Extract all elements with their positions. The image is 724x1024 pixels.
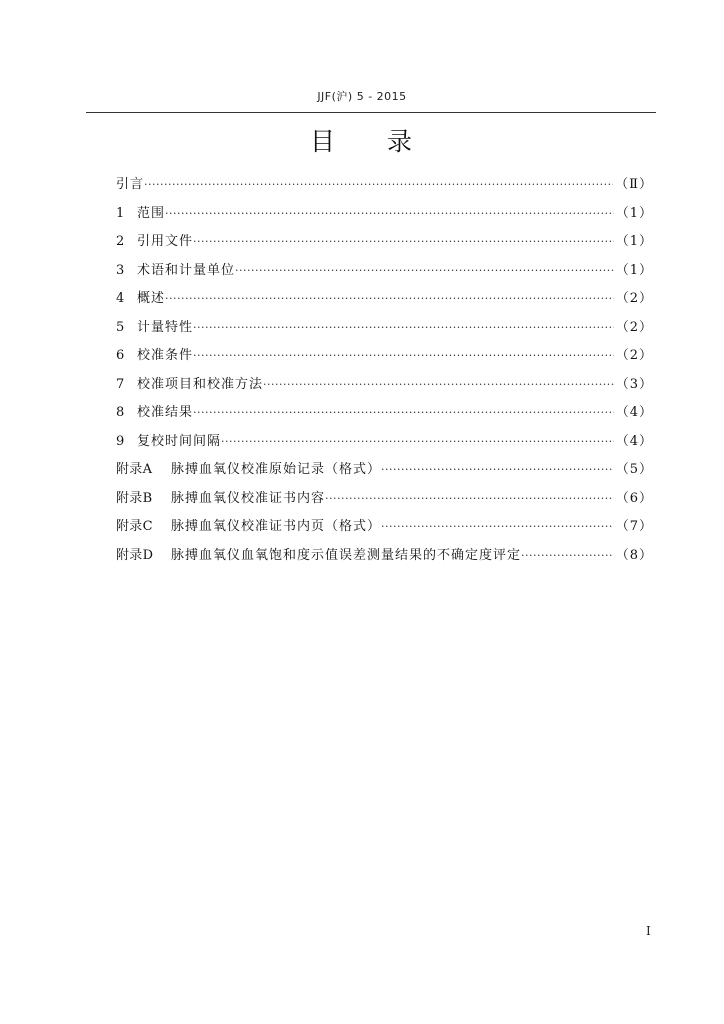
toc-entry-number: 2 bbox=[116, 234, 125, 249]
toc-entry-label: 校准结果 bbox=[137, 405, 194, 420]
toc-entry-number: 6 bbox=[116, 348, 125, 363]
toc-entry-number: 附录C bbox=[116, 519, 153, 534]
toc-leader-dots bbox=[165, 285, 614, 314]
toc-entry-label: 脉搏血氧仪校准原始记录（格式） bbox=[171, 462, 382, 477]
toc-entry-label: 概述 bbox=[137, 291, 166, 306]
toc-leader-dots bbox=[381, 456, 614, 485]
toc-entry-3[interactable] bbox=[116, 257, 653, 286]
toc-entry-label: 引用文件 bbox=[137, 234, 194, 249]
toc-leader-dots bbox=[381, 513, 614, 542]
toc-leader-dots bbox=[193, 228, 614, 257]
toc-entry-page: （3） bbox=[615, 376, 653, 392]
toc-entry-appendix-a[interactable] bbox=[116, 456, 653, 485]
table-of-contents bbox=[116, 171, 653, 570]
toc-leader-dots bbox=[221, 428, 614, 457]
toc-entry-appendix-b[interactable] bbox=[116, 485, 653, 514]
toc-entry-2[interactable] bbox=[116, 228, 653, 257]
title-char-left: 目 bbox=[309, 127, 337, 156]
toc-entry-1[interactable] bbox=[116, 200, 653, 229]
toc-entry-5[interactable] bbox=[116, 314, 653, 343]
toc-entry-page: （5） bbox=[615, 462, 653, 477]
toc-entry-number: 附录A bbox=[116, 462, 153, 477]
toc-entry-number: 7 bbox=[116, 376, 125, 392]
toc-entry-number: 附录D bbox=[116, 547, 154, 563]
toc-entry-number: 1 bbox=[116, 205, 125, 221]
toc-entry-page: （6） bbox=[615, 490, 653, 506]
toc-entry-page: （Ⅱ） bbox=[615, 177, 653, 192]
document-code-header: JJF(沪) 5 - 2015 bbox=[317, 90, 407, 103]
toc-entry-label: 引言 bbox=[116, 177, 145, 192]
toc-leader-dots bbox=[325, 485, 614, 514]
toc-entry-page: （2） bbox=[615, 291, 653, 306]
toc-entry-page: （4） bbox=[615, 433, 653, 449]
toc-entry-label: 计量特性 bbox=[137, 319, 194, 335]
toc-entry-8[interactable] bbox=[116, 399, 653, 428]
toc-entry-appendix-d[interactable] bbox=[116, 542, 653, 571]
toc-entry-appendix-c[interactable] bbox=[116, 513, 653, 542]
toc-entry-page: （1） bbox=[615, 262, 653, 278]
toc-entry-label: 术语和计量单位 bbox=[137, 262, 236, 278]
toc-entry-label: 脉搏血氧仪校准证书内页（格式） bbox=[171, 519, 382, 534]
toc-entry-4[interactable] bbox=[116, 285, 653, 314]
toc-entry-label: 校准项目和校准方法 bbox=[137, 376, 264, 392]
toc-entry-label: 脉搏血氧仪校准证书内容 bbox=[171, 490, 326, 506]
toc-entry-number: 5 bbox=[116, 319, 125, 335]
toc-entry-7[interactable] bbox=[116, 371, 653, 400]
toc-entry-page: （8） bbox=[615, 547, 653, 563]
toc-entry-page: （4） bbox=[615, 405, 653, 420]
toc-leader-dots bbox=[263, 371, 614, 400]
header-divider bbox=[86, 112, 656, 113]
toc-entry-number: 附录B bbox=[116, 490, 153, 506]
title-char-right: 录 bbox=[387, 127, 415, 156]
toc-leader-dots bbox=[144, 171, 613, 200]
toc-entry-page: （2） bbox=[615, 319, 653, 335]
toc-entry-page: （2） bbox=[615, 348, 653, 363]
toc-entry-page: （7） bbox=[615, 519, 653, 534]
page-folio: I bbox=[646, 924, 651, 938]
toc-leader-dots bbox=[521, 542, 614, 571]
toc-entry-label: 脉搏血氧仪血氧饱和度示值误差测量结果的不确定度评定 bbox=[171, 547, 522, 563]
toc-entry-label: 复校时间间隔 bbox=[137, 433, 222, 449]
toc-entry-9[interactable] bbox=[116, 428, 653, 457]
toc-entry-6[interactable] bbox=[116, 342, 653, 371]
toc-leader-dots bbox=[193, 314, 614, 343]
toc-entry-number: 8 bbox=[116, 405, 125, 420]
toc-entry-label: 范围 bbox=[137, 205, 166, 221]
toc-entry-number: 9 bbox=[116, 433, 125, 449]
toc-entry-page: （1） bbox=[615, 205, 653, 221]
toc-entry-page: （1） bbox=[615, 234, 653, 249]
toc-entry-label: 校准条件 bbox=[137, 348, 194, 363]
toc-leader-dots bbox=[235, 257, 614, 286]
page-title bbox=[0, 122, 724, 158]
toc-entry-number: 3 bbox=[116, 262, 125, 278]
toc-leader-dots bbox=[165, 200, 614, 229]
toc-leader-dots bbox=[193, 342, 614, 371]
toc-entry-number: 4 bbox=[116, 291, 125, 306]
toc-entry-intro[interactable] bbox=[116, 171, 653, 200]
toc-leader-dots bbox=[193, 399, 614, 428]
